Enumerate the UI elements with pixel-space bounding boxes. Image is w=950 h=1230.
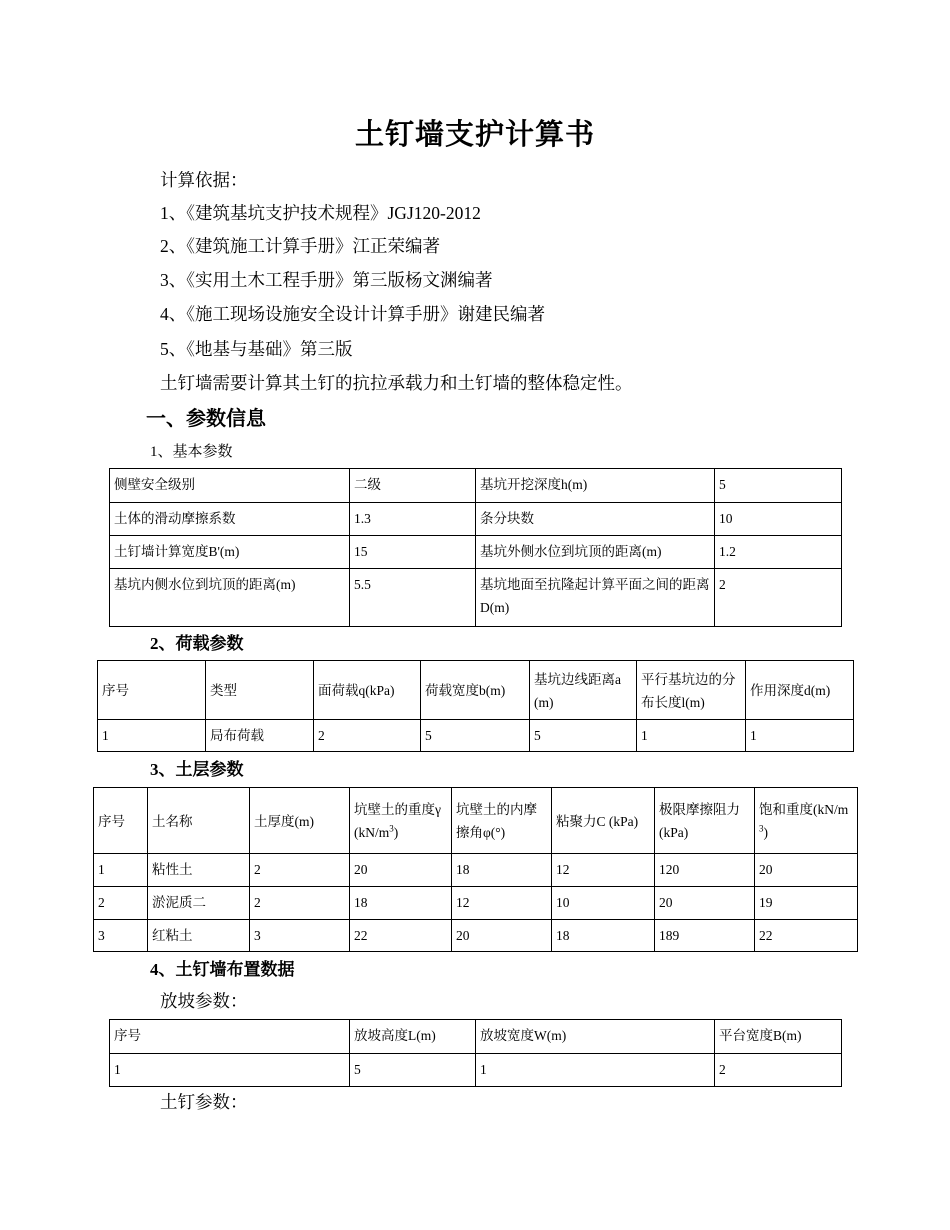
reference-item: 1、《建筑基坑支护技术规程》JGJ120-2012 (160, 203, 481, 223)
table-cell: 基坑外侧水位到坑顶的距离(m) (476, 536, 715, 569)
load-params-table (97, 660, 854, 752)
wall-layout-heading: 4、土钉墙布置数据 (150, 960, 295, 979)
table-cell: 22 (755, 920, 858, 952)
basic-params-heading: 1、基本参数 (150, 444, 233, 460)
reference-item: 2、《建筑施工计算手册》江正荣编著 (160, 236, 440, 256)
table-cell: 18 (552, 920, 655, 952)
table-header-cell: 放坡高度L(m) (350, 1020, 476, 1054)
table-header-cell: 序号 (98, 661, 206, 720)
document-title: 土钉墙支护计算书 (354, 119, 595, 151)
table-header-cell: 放坡宽度W(m) (476, 1020, 715, 1054)
unit-superscript: 3 (759, 823, 764, 834)
table-cell: 1 (637, 720, 746, 752)
table-header-cell: 面荷载q(kPa) (314, 661, 421, 720)
unit-close: ) (393, 825, 399, 840)
table-cell: 2 (715, 1054, 842, 1087)
table-cell: 基坑开挖深度h(m) (476, 469, 715, 503)
table-cell: 1 (110, 1054, 350, 1087)
table-cell: 22 (350, 920, 452, 952)
table-row (110, 469, 842, 503)
table-cell: 条分块数 (476, 503, 715, 536)
table-header-cell: 平行基坑边的分布长度l(m) (637, 661, 746, 720)
table-cell: 189 (655, 920, 755, 952)
table-cell: 20 (655, 887, 755, 920)
table-cell: 1.3 (350, 503, 476, 536)
table-cell: 20 (755, 854, 858, 887)
table-cell: 红粘土 (148, 920, 250, 952)
table-row (98, 720, 854, 752)
table-cell: 1.2 (715, 536, 842, 569)
table-header-cell: 土名称 (148, 788, 250, 854)
table-header-cell: 土厚度(m) (250, 788, 350, 854)
table-cell: 3 (94, 920, 148, 952)
unit-close: ) (763, 825, 768, 840)
table-cell: 粘性土 (148, 854, 250, 887)
table-header-cell (755, 788, 858, 854)
load-params-heading: 2、荷载参数 (150, 634, 244, 653)
table-cell: 2 (250, 854, 350, 887)
table-cell: 二级 (350, 469, 476, 503)
table-cell: 侧壁安全级别 (110, 469, 350, 503)
table-row (94, 854, 858, 887)
table-cell: 基坑内侧水位到坑顶的距离(m) (110, 569, 350, 627)
table-cell: 土钉墙计算宽度B'(m) (110, 536, 350, 569)
table-cell: 淤泥质二 (148, 887, 250, 920)
reference-item: 3、《实用土木工程手册》第三版杨文渊编著 (160, 270, 493, 290)
table-cell: 20 (350, 854, 452, 887)
header-text: 饱和重度(kN/m (759, 802, 849, 817)
table-header-row (110, 1020, 842, 1054)
table-cell: 1 (94, 854, 148, 887)
table-cell: 1 (476, 1054, 715, 1087)
table-cell: 土体的滑动摩擦系数 (110, 503, 350, 536)
table-header-cell: 序号 (94, 788, 148, 854)
table-cell: 19 (755, 887, 858, 920)
table-cell: 5.5 (350, 569, 476, 627)
table-header-cell: 坑壁土的内摩擦角φ(°) (452, 788, 552, 854)
table-cell: 15 (350, 536, 476, 569)
table-cell: 5 (530, 720, 637, 752)
table-cell: 10 (715, 503, 842, 536)
table-cell: 3 (250, 920, 350, 952)
table-cell: 18 (350, 887, 452, 920)
table-cell: 2 (94, 887, 148, 920)
basis-label: 计算依据： (160, 170, 248, 190)
table-cell: 120 (655, 854, 755, 887)
slope-params-label: 放坡参数： (160, 991, 248, 1011)
table-cell: 20 (452, 920, 552, 952)
nail-params-label: 土钉参数： (160, 1092, 248, 1112)
table-cell: 1 (746, 720, 854, 752)
table-header-cell: 平台宽度B(m) (715, 1020, 842, 1054)
table-cell: 10 (552, 887, 655, 920)
table-cell: 基坑地面至抗隆起计算平面之间的距离D(m) (476, 569, 715, 627)
slope-params-table (109, 1019, 842, 1087)
reference-item: 4、《施工现场设施安全设计计算手册》谢建民编著 (160, 304, 545, 324)
table-header-cell: 荷载宽度b(m) (421, 661, 530, 720)
soil-params-heading: 3、土层参数 (150, 760, 244, 779)
table-row (110, 569, 842, 627)
table-header-cell (350, 788, 452, 854)
section-heading-params: 一、参数信息 (146, 408, 266, 430)
header-text: 坑壁土的重度γ(kN/m (354, 802, 441, 840)
table-cell: 5 (715, 469, 842, 503)
table-row (110, 503, 842, 536)
basic-params-table (109, 468, 842, 627)
table-cell: 2 (715, 569, 842, 627)
table-cell: 12 (552, 854, 655, 887)
table-cell: 12 (452, 887, 552, 920)
table-row (94, 887, 858, 920)
table-header-cell: 序号 (110, 1020, 350, 1054)
table-cell: 1 (98, 720, 206, 752)
table-cell: 2 (314, 720, 421, 752)
table-header-cell: 基坑边线距离a(m) (530, 661, 637, 720)
table-header-cell: 极限摩擦阻力(kPa) (655, 788, 755, 854)
soil-params-table (93, 787, 858, 952)
intro-paragraph: 土钉墙需要计算其土钉的抗拉承载力和土钉墙的整体稳定性。 (160, 373, 633, 393)
table-row (94, 920, 858, 952)
table-header-cell: 类型 (206, 661, 314, 720)
unit-superscript: 3 (389, 823, 394, 834)
table-cell: 2 (250, 887, 350, 920)
table-header-cell: 粘聚力C (kPa) (552, 788, 655, 854)
table-header-row (98, 661, 854, 720)
table-row (110, 536, 842, 569)
table-header-cell: 作用深度d(m) (746, 661, 854, 720)
reference-item: 5、《地基与基础》第三版 (160, 339, 353, 359)
table-row (110, 1054, 842, 1087)
table-cell: 局布荷载 (206, 720, 314, 752)
table-cell: 5 (350, 1054, 476, 1087)
table-cell: 5 (421, 720, 530, 752)
table-cell: 18 (452, 854, 552, 887)
table-header-row (94, 788, 858, 854)
